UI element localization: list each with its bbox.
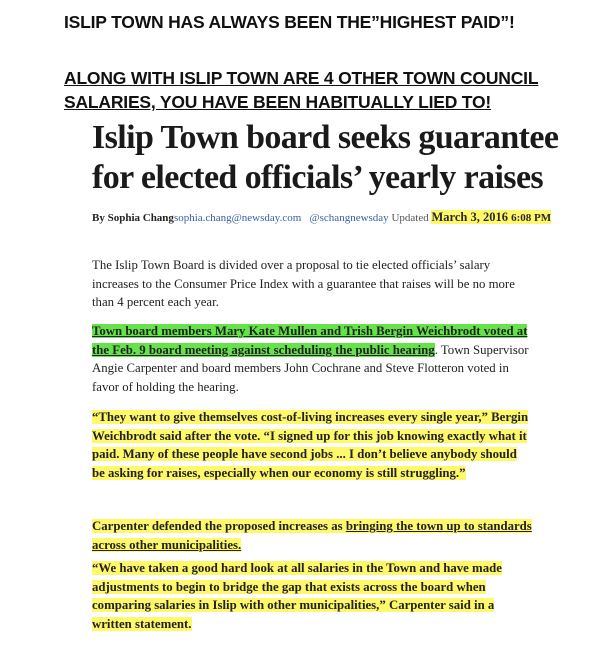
paragraph-1: The Islip Town Board is divided over a proposal to tie elected officials’ salary increases to the Consumer Price Index with a guarantee that raises will be no more than 4 percent each year. — [92, 258, 515, 309]
paragraph-2-rest: . Town Supervisor Angie Carpenter and board members John Cochrane and Steve Flotteron voted in favor of holding the hearing. — [92, 342, 529, 394]
article-headline: Islip Town board seeks guarantee for elected officials’ yearly raises — [92, 119, 559, 196]
top-heading: ISLIP TOWN HAS ALWAYS BEEN THE”HIGHEST PAID”! — [64, 12, 515, 32]
quote-highlight: “They want to give themselves cost-of-living increases every single year,” Bergin Weichbrodt said after the vote. “I signed up for this job knowing exactly what it paid. Many of these people have second jobs ... I don’t believe anybody should be asking for raises, especially when our economy is still struggling.” — [92, 410, 529, 480]
paragraph-2 — [92, 322, 532, 396]
subheading-lied-to: ALONG WITH ISLIP TOWN ARE 4 OTHER TOWN COUNCIL SALARIES, YOU HAVE BEEN HABITUALLY LIED TO! — [64, 68, 539, 112]
byline-date: March 3, 2016 — [431, 210, 508, 224]
author-twitter-link[interactable]: @schangnewsday — [309, 212, 389, 224]
p4-underlined: bringing the town up to standards across other municipalities. — [92, 519, 532, 552]
p4-start: Carpenter defended the proposed increases as — [92, 519, 346, 533]
paragraph-4 — [92, 517, 532, 554]
byline-time: 6:08 PM — [511, 212, 552, 224]
byline-author: By Sophia Chang — [92, 212, 174, 224]
p4-highlight — [92, 519, 532, 552]
byline — [92, 208, 552, 227]
date-highlight — [431, 210, 551, 224]
statement-highlight: “We have taken a good hard look at all salaries in the Town and have made adjustments to begin to bridge the gap that exists across the board when comparing salaries in Islip with other municipalities,” Carpenter said in a written statement. — [92, 561, 502, 631]
updated-label: Updated — [391, 212, 429, 224]
highlighted-vote-text: Town board members Mary Kate Mullen and Trish Bergin Weichbrodt voted at the Feb. 9 board meeting against scheduling the public hearing — [92, 324, 528, 357]
paragraph-5-statement — [92, 559, 532, 633]
author-email-link[interactable]: sophia.chang@newsday.com — [173, 212, 302, 224]
paragraph-3-quote — [92, 408, 532, 482]
